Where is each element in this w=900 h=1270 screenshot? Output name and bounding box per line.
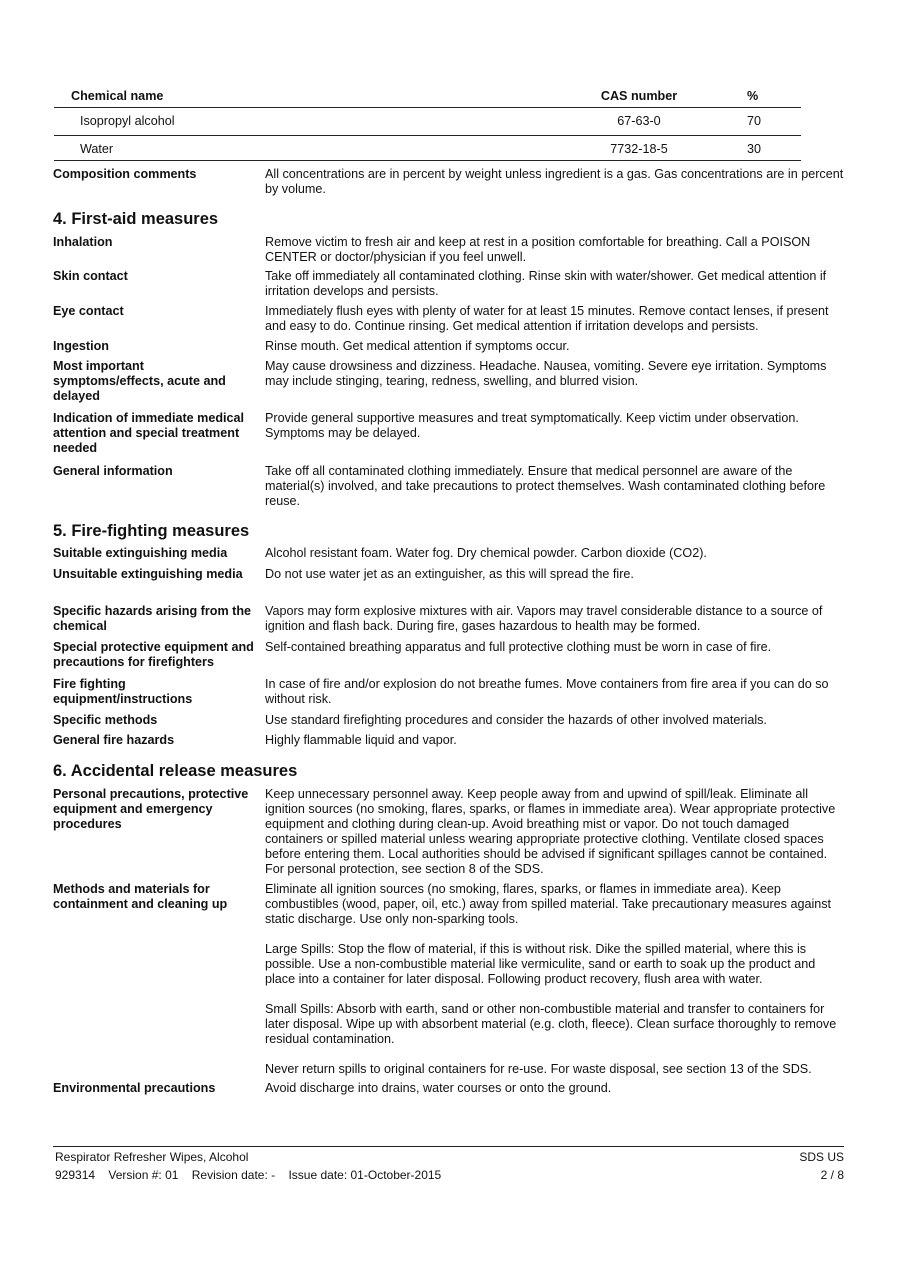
- field-paragraph: Do not use water jet as an extinguisher, as this will spread the fire.: [265, 567, 634, 581]
- percent-cell: 30: [747, 142, 762, 156]
- field-value: [265, 787, 845, 877]
- field-value: [265, 464, 845, 509]
- field-paragraph: Keep unnecessary personnel away. Keep people away from and upwind of spill/leak. Eliminate all ignition sources (no smoking, flares, sparks, or flames in immediate area). Wear appropriate protective equipment and clothing during clean-up. Avoid breathing mist or vapor. Do not touch damaged containers or spilled material unless wearing appropriate protective clothing. Ventilate closed spaces before entering them. Local authorities should be advised if significant spillages cannot be contained. For personal protection, see section 8 of the SDS.: [265, 787, 836, 876]
- table-row: [54, 108, 801, 136]
- field-label: Unsuitable extinguishing media: [53, 567, 243, 581]
- field-label: Specific hazards arising from the chemical: [53, 604, 252, 633]
- chemical-name-cell: Isopropyl alcohol: [80, 114, 175, 128]
- field-value: [265, 235, 845, 265]
- field-paragraph: Small Spills: Absorb with earth, sand or other non-combustible material and transfer to containers for later disposal. Wipe up with absorbent material (e.g. cloth, fleece). Clean surface thoroughly to remove residual contamination.: [265, 1002, 837, 1046]
- field-label: Environmental precautions: [53, 1081, 216, 1095]
- footer-document-meta: 929314 Version #: 01 Revision date: - Issue date: 01-October-2015: [55, 1168, 442, 1182]
- chemical-name-cell: Water: [80, 142, 114, 156]
- field-paragraph: Eliminate all ignition sources (no smoking, flares, sparks, or flames in immediate area). Keep combustibles (wood, paper, oil, etc.) away from spilled material. Take precautionary measures against static discharge. Use only non-sparking tools.: [265, 882, 832, 926]
- header-cas-number: CAS number: [600, 89, 678, 103]
- field-value: [265, 604, 845, 634]
- field-value: [265, 677, 845, 707]
- cas-number-cell: 7732-18-5: [610, 142, 668, 156]
- field-paragraph: Highly flammable liquid and vapor.: [265, 733, 457, 747]
- field-paragraph: Immediately flush eyes with plenty of water for at least 15 minutes. Remove contact lenses, if present and easy to do. Continue rinsing. Get medical attention if irritation develops and persists.: [265, 304, 829, 333]
- field-paragraph: Take off all contaminated clothing immediately. Ensure that medical personnel are aware of the material(s) involved, and take precautions to protect themselves. Wash contaminated clothing before reuse.: [265, 464, 826, 508]
- field-paragraph: Take off immediately all contaminated clothing. Rinse skin with water/shower. Get medical attention if irritation develops and persists.: [265, 269, 827, 298]
- composition-table-header: [54, 86, 801, 108]
- field-value: [265, 339, 845, 354]
- field-paragraph: Use standard firefighting procedures and consider the hazards of other involved materials.: [265, 713, 767, 727]
- composition-comments-label: Composition comments: [53, 167, 197, 181]
- field-paragraph: Large Spills: Stop the flow of material, if this is without risk. Dike the spilled material, where this is possible. Use a non-combustible material like vermiculite, sand or earth to soak up the product and place into a container for later disposal. Following product recovery, flush area with water.: [265, 942, 816, 986]
- field-value: [265, 1081, 845, 1096]
- field-paragraph: In case of fire and/or explosion do not breathe fumes. Move containers from fire area if you can do so without risk.: [265, 677, 829, 706]
- section-6-title: 6. Accidental release measures: [53, 762, 298, 780]
- cas-number-cell: 67-63-0: [617, 114, 661, 128]
- field-label: Skin contact: [53, 269, 128, 283]
- section-5-title: 5. Fire-fighting measures: [53, 522, 250, 540]
- field-label: General information: [53, 464, 173, 478]
- page-footer: [53, 1146, 844, 1182]
- field-label: Specific methods: [53, 713, 158, 727]
- field-paragraph: Rinse mouth. Get medical attention if symptoms occur.: [265, 339, 570, 353]
- table-row: [54, 136, 801, 161]
- composition-comments-value: All concentrations are in percent by weight unless ingredient is a gas. Gas concentrations are in percent by volume.: [265, 167, 844, 196]
- field-label: Suitable extinguishing media: [53, 546, 228, 560]
- footer-document-type: SDS US: [799, 1150, 844, 1164]
- field-label: Special protective equipment and precautions for firefighters: [53, 640, 254, 669]
- field-paragraph: Remove victim to fresh air and keep at rest in a position comfortable for breathing. Call a POISON CENTER or doctor/physician if you feel unwell.: [265, 235, 811, 264]
- percent-cell: 70: [747, 114, 762, 128]
- field-paragraph: Alcohol resistant foam. Water fog. Dry chemical powder. Carbon dioxide (CO2).: [265, 546, 707, 560]
- field-value: [265, 713, 845, 728]
- field-label: Inhalation: [53, 235, 113, 249]
- header-percent: %: [747, 89, 759, 103]
- footer-page-number: 2 / 8: [820, 1168, 844, 1182]
- field-value: [265, 882, 845, 1077]
- field-value: [265, 546, 845, 561]
- field-paragraph: Avoid discharge into drains, water courses or onto the ground.: [265, 1081, 612, 1095]
- header-chemical-name: Chemical name: [71, 89, 164, 103]
- field-label: Ingestion: [53, 339, 109, 353]
- field-value: [265, 640, 845, 655]
- field-value: [265, 567, 845, 582]
- field-paragraph: Vapors may form explosive mixtures with air. Vapors may travel considerable distance to a source of ignition and flash back. During fire, gases hazardous to health may be formed.: [265, 604, 823, 633]
- field-label: Methods and materials for containment and cleaning up: [53, 882, 228, 911]
- field-paragraph: Provide general supportive measures and treat symptomatically. Keep victim under observation. Symptoms may be delayed.: [265, 411, 799, 440]
- field-label: Personal precautions, protective equipment and emergency procedures: [53, 787, 249, 831]
- field-label: Fire fighting equipment/instructions: [53, 677, 193, 706]
- field-paragraph: Self-contained breathing apparatus and full protective clothing must be worn in case of fire.: [265, 640, 772, 654]
- section-4-title: 4. First-aid measures: [53, 210, 219, 228]
- field-paragraph: May cause drowsiness and dizziness. Headache. Nausea, vomiting. Severe eye irritation. Symptoms may include stinging, tearing, redness, swelling, and blurred vision.: [265, 359, 827, 388]
- field-paragraph: Never return spills to original containers for re-use. For waste disposal, see section 13 of the SDS.: [265, 1062, 812, 1076]
- field-label: Eye contact: [53, 304, 124, 318]
- field-label: Indication of immediate medical attention and special treatment needed: [53, 411, 245, 455]
- field-value: [265, 304, 845, 334]
- footer-product-name: Respirator Refresher Wipes, Alcohol: [55, 1150, 249, 1164]
- field-label: Most important symptoms/effects, acute and delayed: [53, 359, 226, 403]
- field-label: General fire hazards: [53, 733, 175, 747]
- field-value: [265, 359, 845, 389]
- composition-table: [54, 86, 801, 161]
- field-value: [265, 269, 845, 299]
- field-value: [265, 411, 845, 441]
- field-value: [265, 733, 845, 748]
